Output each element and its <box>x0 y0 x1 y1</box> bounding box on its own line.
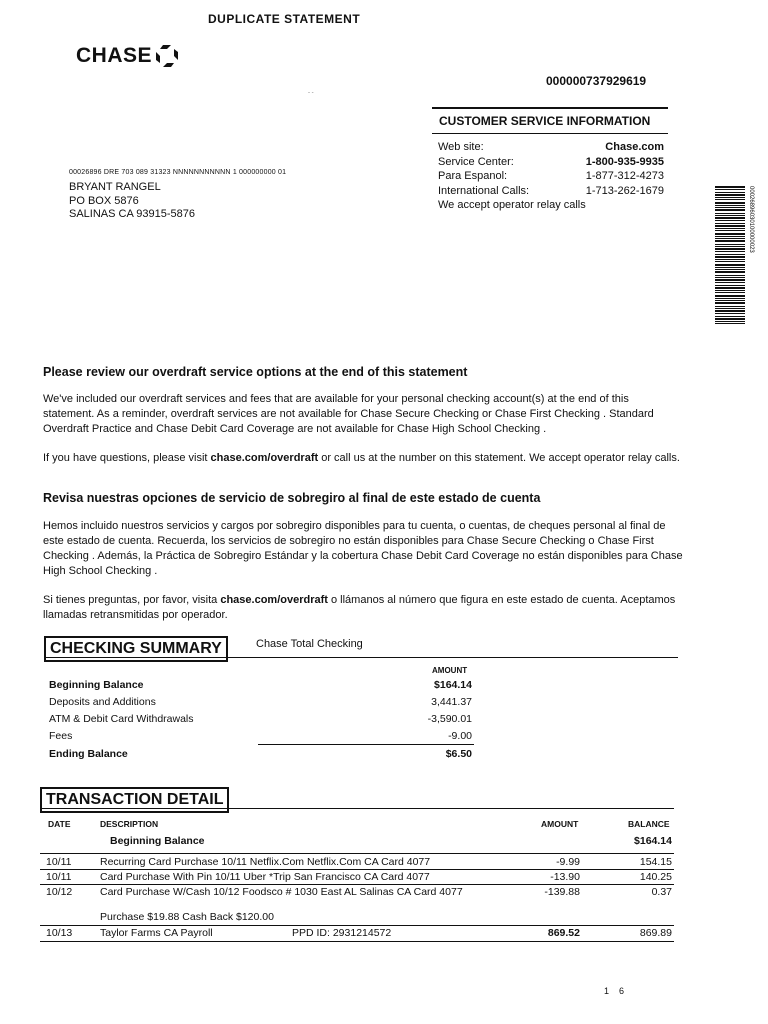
row-divider <box>40 925 674 926</box>
overdraft-contact-en: If you have questions, please visit chase.com/overdraft or call us at the number on this statement. We accept operator relay calls. <box>43 452 680 464</box>
barcode-stripe <box>715 259 745 260</box>
barcode-stripe <box>715 220 745 221</box>
transaction-detail-title: TRANSACTION DETAIL <box>40 787 229 813</box>
barcode-stripe <box>715 298 745 299</box>
overdraft-para-es: Hemos incluido nuestros servicios y cargos por sobregiro disponibles para tu cuenta, o cuentas, de cheques personal al final de este estado de cuenta. Recuerda, los servicios de sobregiro no están disponibles para Chase Secure Checking o Chase First Checking . Además, la Práctica de Sobregiro Estándar y la cobertura Chase Debit Card Coverage no están disponibles para Chase High School Checking . <box>43 520 683 577</box>
summary-label: Deposits and Additions <box>49 696 156 708</box>
barcode-stripe <box>715 215 745 216</box>
barcode-stripe <box>715 225 745 227</box>
barcode-stripe <box>715 228 745 229</box>
summary-amount: -9.00 <box>448 730 472 742</box>
barcode-stripe <box>715 316 745 317</box>
barcode-stripe <box>715 256 745 258</box>
col-header-amount: AMOUNT <box>541 819 579 829</box>
barcode-stripe <box>715 310 745 312</box>
summary-label: Fees <box>49 730 73 742</box>
tx-amount: 869.52 <box>547 927 580 939</box>
barcode-stripe <box>715 264 745 266</box>
csi-value: 1-713-262-1679 <box>585 184 664 197</box>
summary-total-rule <box>258 744 474 745</box>
mailing-address <box>69 181 195 222</box>
tx-date: 10/13 <box>46 927 73 939</box>
chase-logo <box>76 44 178 68</box>
tx-date: 10/12 <box>46 886 73 898</box>
barcode-stripe <box>715 246 745 247</box>
checking-summary-title: CHECKING SUMMARY <box>44 636 228 662</box>
barcode-stripe <box>715 318 745 320</box>
barcode-stripe <box>715 207 745 208</box>
transaction-top-rule <box>40 808 674 809</box>
summary-label: Ending Balance <box>49 748 128 760</box>
csi-row-espanol <box>432 169 668 184</box>
csi-row-website <box>432 140 668 155</box>
barcode-stripe <box>715 285 745 286</box>
barcode-stripe <box>715 189 745 190</box>
barcode-stripe <box>715 282 745 283</box>
barcode-stripe <box>715 223 745 224</box>
overdraft-heading-en: Please review our overdraft service options at the end of this statement <box>43 365 468 379</box>
overdraft-link[interactable]: chase.com/overdraft <box>210 452 319 464</box>
csi-label: International Calls: <box>438 184 530 197</box>
barcode-stripe <box>715 197 745 198</box>
barcode-stripe <box>715 236 745 237</box>
tx-description: Card Purchase With Pin 10/11 Uber *Trip San Francisco CA Card 4077 <box>100 871 430 883</box>
barcode-stripe <box>715 287 745 289</box>
barcode-stripe <box>715 292 745 293</box>
tx-date: 10/11 <box>46 871 72 883</box>
barcode-stripe <box>715 269 745 270</box>
barcode-stripe <box>715 277 745 278</box>
barcode-stripe <box>715 186 745 188</box>
row-divider <box>40 853 674 854</box>
tx-description: Recurring Card Purchase 10/11 Netflix.Com Netflix.Com CA Card 4077 <box>100 856 431 868</box>
csi-value: 1-877-312-4273 <box>585 170 664 182</box>
barcode-stripe <box>715 233 745 235</box>
tx-ppd-id: PPD ID: 2931214572 <box>292 927 392 939</box>
tx-description-extra: Purchase $19.88 Cash Back $120.00 <box>100 911 274 923</box>
csi-label: Service Center: <box>438 155 514 168</box>
recipient-name: BRYANT RANGEL <box>69 181 161 193</box>
barcode-stripe <box>715 213 745 214</box>
barcode-stripe <box>715 308 745 309</box>
csi-label: Web site: <box>438 141 484 153</box>
barcode-stripe <box>715 209 745 211</box>
summary-top-rule <box>44 657 678 658</box>
csi-label: Para Espanol: <box>438 170 508 182</box>
barcode-stripe <box>715 275 745 276</box>
barcode <box>715 186 745 326</box>
barcode-number: 00026896030100000023 <box>748 186 754 253</box>
barcode-stripe <box>715 238 745 239</box>
barcode-stripe <box>715 279 745 281</box>
barcode-stripe <box>715 240 745 242</box>
account-number: 000000737929619 <box>546 74 647 88</box>
amount-header: AMOUNT <box>432 666 468 675</box>
statement-title: DUPLICATE STATEMENT <box>208 12 361 26</box>
barcode-stripe <box>715 194 745 196</box>
barcode-stripe <box>715 199 745 200</box>
customer-service-title: CUSTOMER SERVICE INFORMATION <box>432 107 668 134</box>
beginning-balance-label: Beginning Balance <box>110 835 205 847</box>
address-line-2: SALINAS CA 93915-5876 <box>69 208 195 220</box>
tx-description: Card Purchase W/Cash 10/12 Foodsco # 1030 East AL Salinas CA Card 4077 <box>100 886 463 898</box>
overdraft-para-en: We've included our overdraft services and fees that are available for your personal checking account(s) at the end of this statement. As a reminder, overdraft services are not available for Chase Secure Checking or Chase First Checking . Standard Overdraft Practice and Chase Debit Card Coverage are not available for Chase High School Checking . <box>43 393 654 435</box>
tx-date: 10/11 <box>46 856 72 868</box>
barcode-stripe <box>715 230 745 231</box>
csi-value: Chase.com <box>605 141 664 153</box>
tx-description: Taylor Farms CA Payroll <box>100 927 213 939</box>
barcode-stripe <box>715 302 745 304</box>
barcode-stripe <box>715 290 745 291</box>
tx-amount: -9.99 <box>556 856 580 868</box>
summary-amount: $6.50 <box>445 748 472 760</box>
tx-balance: 869.89 <box>639 927 672 939</box>
barcode-stripe <box>715 313 745 314</box>
barcode-stripe <box>715 217 745 219</box>
col-header-balance: BALANCE <box>628 819 670 829</box>
col-header-date: DATE <box>48 819 71 829</box>
barcode-stripe <box>715 251 745 252</box>
customer-service-box <box>432 107 668 213</box>
barcode-stripe <box>715 323 745 324</box>
tx-amount: -13.90 <box>550 871 580 883</box>
beginning-balance-value: $164.14 <box>634 835 672 847</box>
barcode-stripe <box>715 248 745 250</box>
row-divider <box>40 869 674 870</box>
page-number: 1 6 <box>604 986 625 996</box>
summary-label: Beginning Balance <box>49 679 144 691</box>
barcode-stripe <box>715 261 745 262</box>
barcode-stripe <box>715 267 745 268</box>
tx-amount: -139.88 <box>544 886 580 898</box>
barcode-stripe <box>715 254 745 255</box>
overdraft-link[interactable]: chase.com/overdraft <box>220 594 328 606</box>
barcode-stripe <box>715 306 745 307</box>
barcode-stripe <box>715 321 745 322</box>
logo-text: CHASE <box>76 44 153 67</box>
barcode-stripe <box>715 271 745 273</box>
barcode-stripe <box>715 192 745 193</box>
overdraft-contact-es: Si tienes preguntas, por favor, visita chase.com/overdraft o llámanos al número que figura en este estado de cuenta. Aceptamos llamadas retransmitidas por operador. <box>43 594 676 621</box>
tx-balance: 140.25 <box>639 871 672 883</box>
row-divider <box>40 884 674 885</box>
barcode-stripe <box>715 300 745 301</box>
tick-mark: - - <box>308 90 314 96</box>
barcode-stripe <box>715 205 745 206</box>
summary-amount: 3,441.37 <box>431 696 472 708</box>
barcode-stripe <box>715 202 745 204</box>
tx-balance: 154.15 <box>639 856 672 868</box>
overdraft-heading-es: Revisa nuestras opciones de servicio de sobregiro al final de este estado de cuenta <box>43 491 541 505</box>
chase-octagon-icon <box>156 45 178 67</box>
address-line-1: PO BOX 5876 <box>69 194 139 207</box>
csi-relay-note: We accept operator relay calls <box>438 199 586 211</box>
csi-row-international <box>432 184 668 199</box>
account-type: Chase Total Checking <box>256 638 363 650</box>
barcode-stripe <box>715 295 745 297</box>
summary-amount: $164.14 <box>434 679 472 691</box>
barcode-stripe <box>715 244 745 245</box>
summary-amount: -3,590.01 <box>427 713 472 725</box>
summary-label: ATM & Debit Card Withdrawals <box>49 713 194 725</box>
mail-code-line: 00026896 DRE 703 089 31323 NNNNNNNNNNN 1 000000000 01 <box>69 169 287 176</box>
csi-value: 1-800-935-9935 <box>585 155 664 168</box>
csi-row-service-center <box>432 155 668 170</box>
col-header-description: DESCRIPTION <box>100 819 159 829</box>
tx-balance: 0.37 <box>651 886 672 898</box>
row-divider <box>40 941 674 942</box>
